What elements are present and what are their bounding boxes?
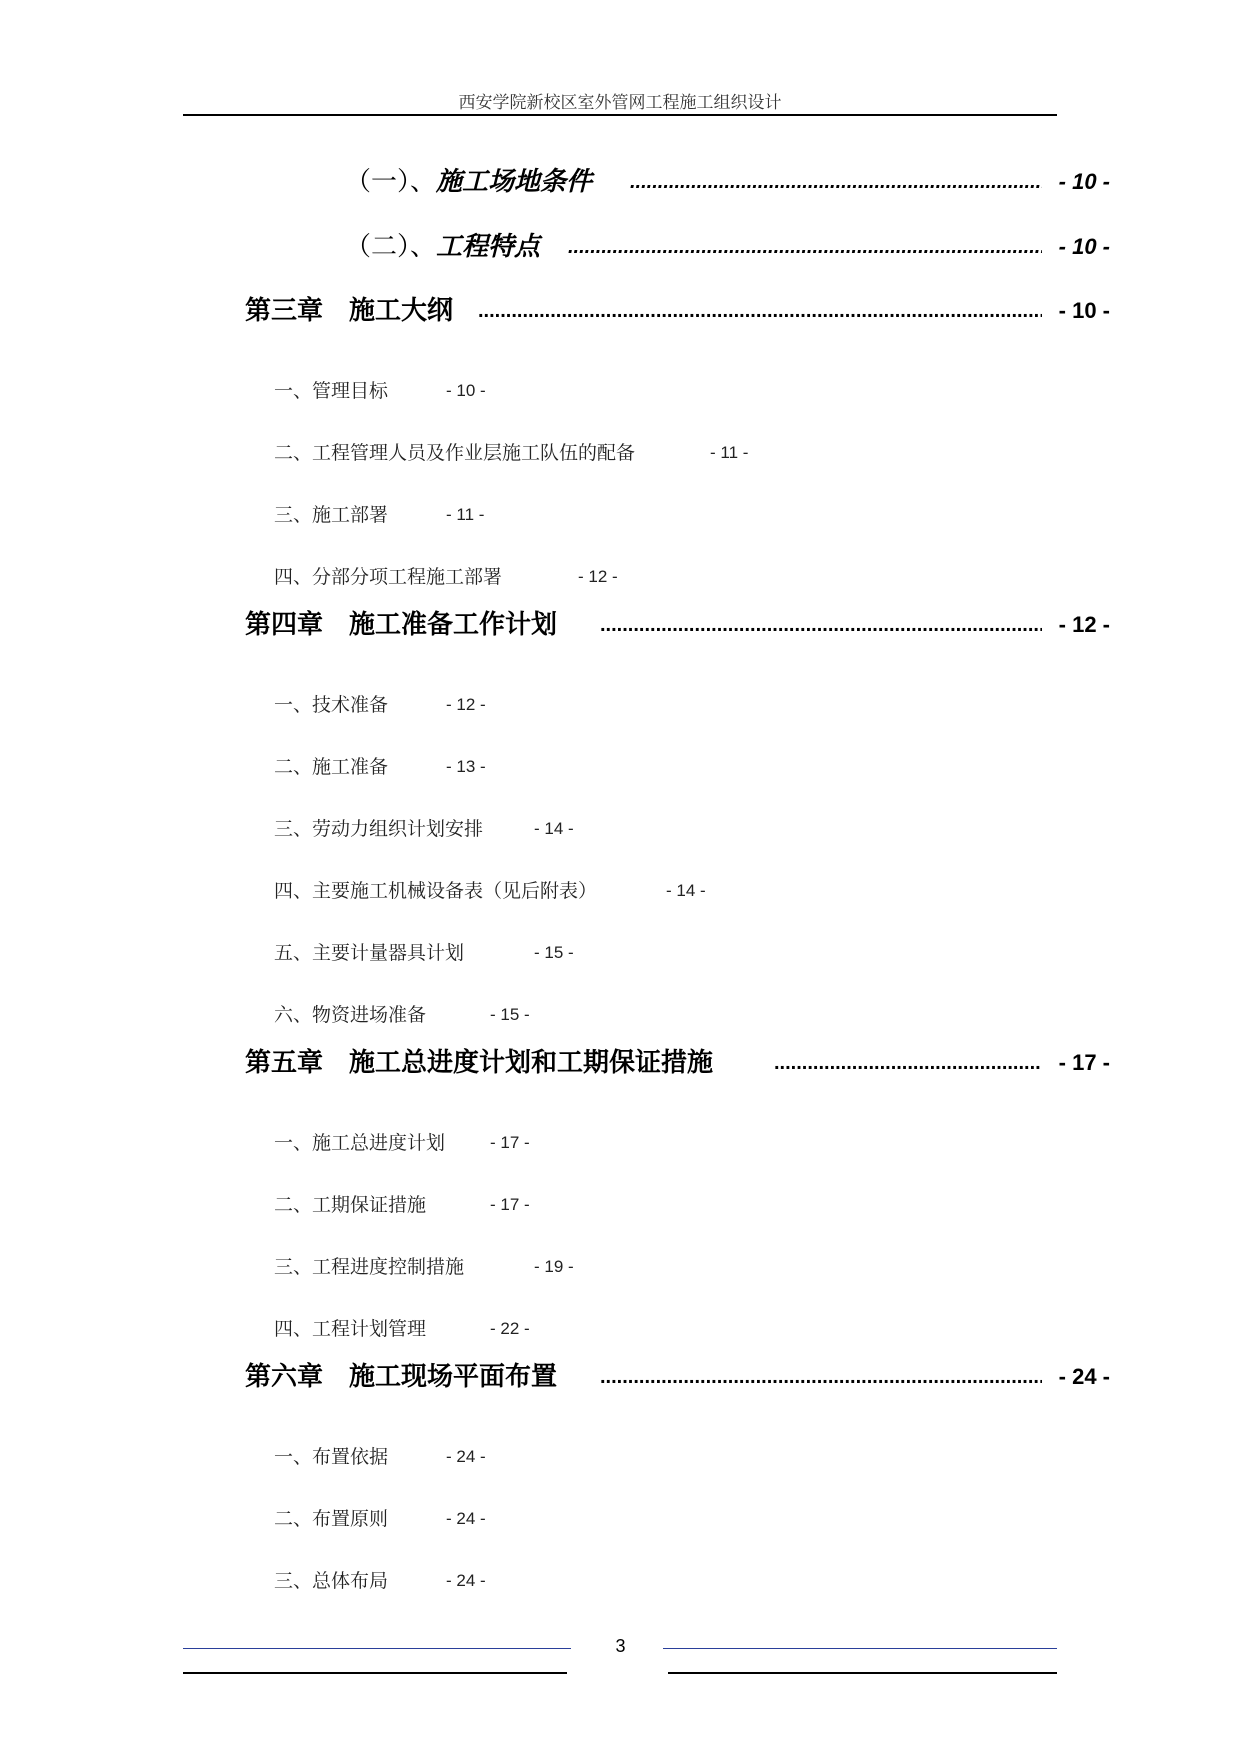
toc-section-label: （二）、工程特点 (345, 232, 541, 262)
toc-chapter-5[interactable] (0, 1043, 1241, 1083)
toc-item[interactable] (0, 1251, 1241, 1283)
toc-page-number: - 12 - (1058, 612, 1110, 637)
toc-section-1[interactable] (0, 162, 1241, 202)
toc-item-page: - 12 - (446, 695, 486, 714)
toc-item-label: 一、布置依据 (274, 1446, 389, 1468)
toc-item-label: 一、技术准备 (274, 694, 389, 716)
toc-page-number: - 17 - (1058, 1050, 1110, 1075)
toc-item-page: - 19 - (534, 1257, 574, 1276)
toc-chapter-3[interactable] (0, 291, 1241, 331)
toc-chapter-4[interactable] (0, 605, 1241, 645)
toc-item-page: - 14 - (534, 819, 574, 838)
toc-item-label: 三、工程进度控制措施 (274, 1256, 465, 1278)
toc-item[interactable] (0, 561, 1241, 593)
toc-item[interactable] (0, 689, 1241, 721)
toc-item-label: 五、主要计量器具计划 (274, 942, 465, 964)
toc-item-label: 二、施工准备 (274, 756, 389, 778)
toc-item-page: - 24 - (446, 1571, 486, 1590)
toc-item-label: 四、工程计划管理 (274, 1318, 427, 1340)
toc-item-page: - 14 - (666, 881, 706, 900)
toc-item-label: 二、工程管理人员及作业层施工队伍的配备 (274, 442, 636, 464)
toc-item[interactable] (0, 937, 1241, 969)
toc-item-label: 三、施工部署 (274, 504, 389, 526)
toc-chapter-label: 第六章 施工现场平面布置 (245, 1362, 558, 1392)
toc-item-page: - 24 - (446, 1447, 486, 1466)
toc-item[interactable] (0, 813, 1241, 845)
header-rule (183, 114, 1057, 116)
toc-item-label: 三、总体布局 (274, 1570, 389, 1592)
toc-leader (478, 291, 1042, 331)
footer-underline-left (183, 1672, 567, 1674)
toc-leader (774, 1043, 1042, 1083)
toc-item-label: 四、主要施工机械设备表（见后附表） (274, 880, 598, 902)
footer-underline-right (668, 1672, 1057, 1674)
toc-item-page: - 22 - (490, 1319, 530, 1338)
toc-chapter-label: 第三章 施工大纲 (245, 296, 454, 326)
toc-section-label: （一）、施工场地条件 (345, 167, 593, 197)
toc-item[interactable] (0, 1503, 1241, 1535)
toc-item-label: 一、管理目标 (274, 380, 389, 402)
toc-item-page: - 10 - (446, 381, 486, 400)
toc-item-label: 六、物资进场准备 (274, 1004, 427, 1026)
toc-section-2[interactable] (0, 227, 1241, 267)
toc-page-number: - 24 - (1058, 1364, 1110, 1389)
toc-item-page: - 13 - (446, 757, 486, 776)
toc-page-number: - 10 - (1058, 169, 1110, 194)
toc-item[interactable] (0, 1313, 1241, 1345)
page-number: 3 (615, 1636, 626, 1656)
toc-item-page: - 17 - (490, 1195, 530, 1214)
toc-chapter-6[interactable] (0, 1357, 1241, 1397)
toc-item-page: - 17 - (490, 1133, 530, 1152)
toc-item[interactable] (0, 875, 1241, 907)
toc-item-label: 四、分部分项工程施工部署 (274, 566, 503, 588)
toc-item[interactable] (0, 1565, 1241, 1597)
toc-chapter-label: 第四章 施工准备工作计划 (245, 610, 558, 640)
toc-item[interactable] (0, 499, 1241, 531)
toc-page-number: - 10 - (1058, 234, 1110, 259)
toc-page-number: - 10 - (1058, 298, 1110, 323)
toc-item[interactable] (0, 1441, 1241, 1473)
toc-item[interactable] (0, 999, 1241, 1031)
toc-leader (600, 1357, 1042, 1397)
running-header-title: 西安学院新校区室外管网工程施工组织设计 (458, 93, 782, 113)
toc-chapter-label: 第五章 施工总进度计划和工期保证措施 (245, 1048, 714, 1078)
toc-item-label: 二、布置原则 (274, 1508, 389, 1530)
toc-item-page: - 24 - (446, 1509, 486, 1528)
toc-item[interactable] (0, 1127, 1241, 1159)
toc-item[interactable] (0, 1189, 1241, 1221)
toc-item-label: 三、劳动力组织计划安排 (274, 818, 484, 840)
toc-leader (568, 227, 1042, 267)
toc-leader (630, 162, 1042, 202)
toc-item[interactable] (0, 437, 1241, 469)
toc-item[interactable] (0, 375, 1241, 407)
toc-item-page: - 11 - (446, 505, 485, 524)
toc-item[interactable] (0, 751, 1241, 783)
toc-item-label: 一、施工总进度计划 (274, 1132, 446, 1154)
toc-item-page: - 15 - (534, 943, 574, 962)
toc-item-label: 二、工期保证措施 (274, 1194, 427, 1216)
toc-item-page: - 12 - (578, 567, 618, 586)
toc-item-page: - 11 - (710, 443, 749, 462)
toc-item-page: - 15 - (490, 1005, 530, 1024)
toc-leader (600, 605, 1042, 645)
